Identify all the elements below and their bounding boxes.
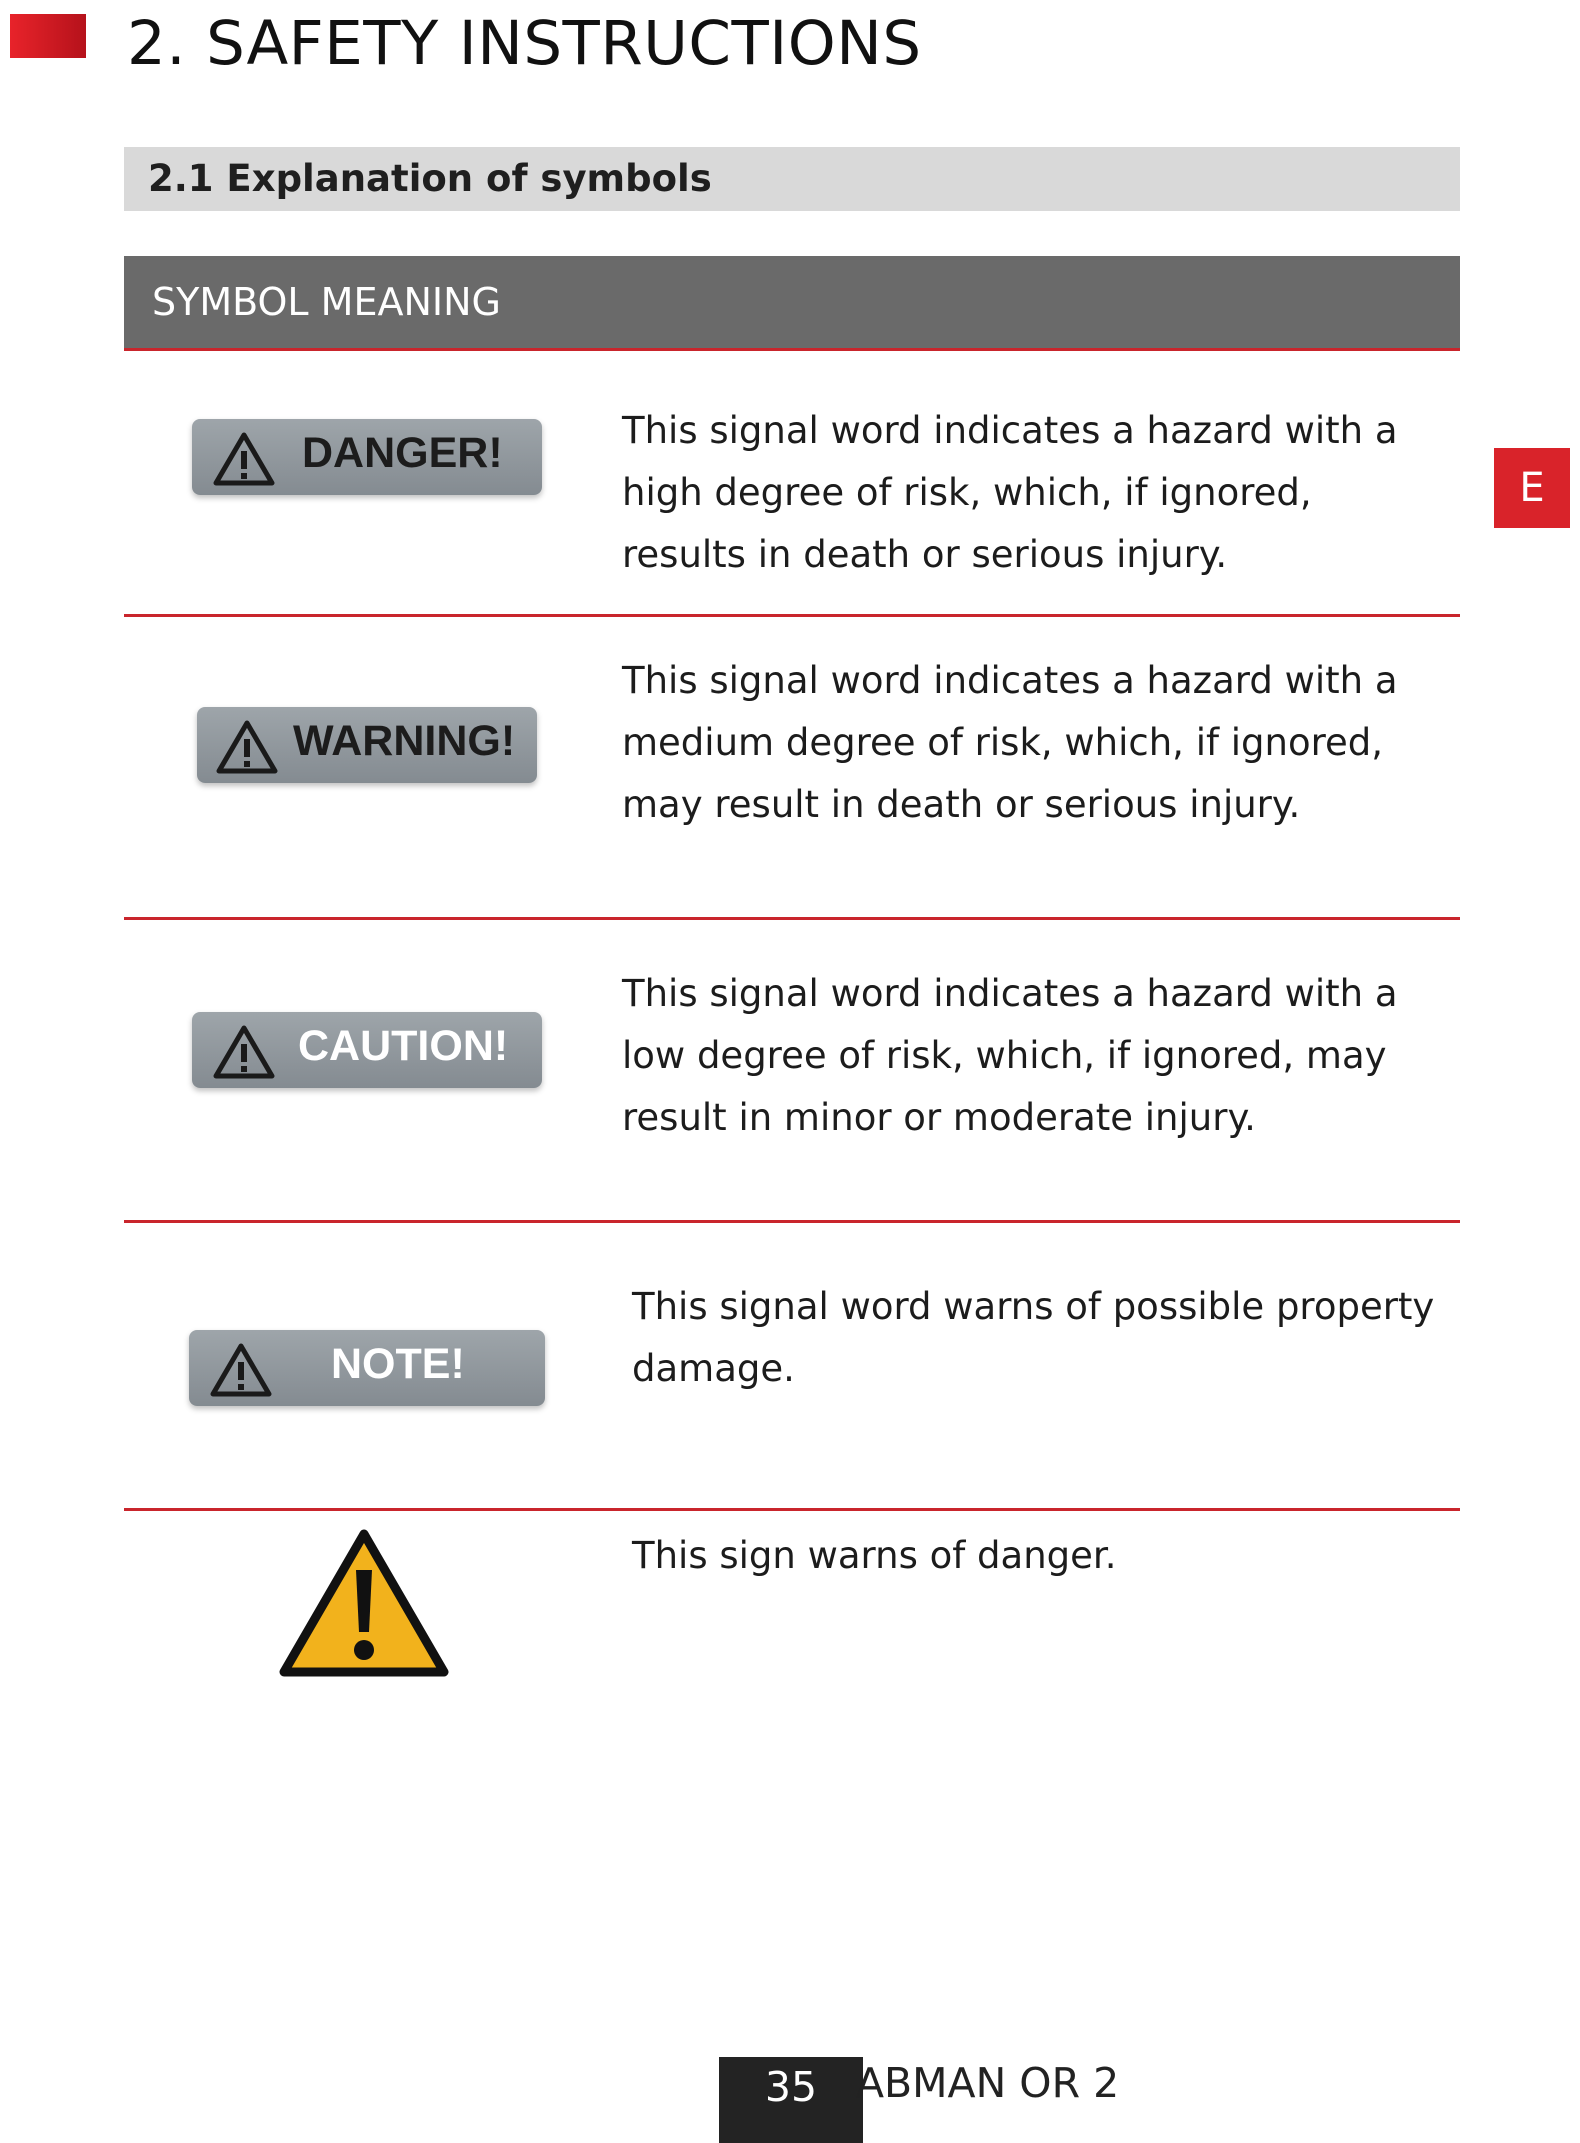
row-divider [124,917,1460,920]
warning-triangle-icon [212,1024,276,1080]
section-heading-bar [124,147,1460,211]
warning-triangle-icon [212,431,276,487]
row-divider [124,614,1460,617]
table-header-label: SYMBOL MEANING [152,280,501,324]
page-title: 2. SAFETY INSTRUCTIONS [127,8,922,79]
caution-label: CAUTION! [298,1022,509,1070]
corner-color-mark [10,14,86,58]
warning-badge [197,707,537,783]
general-warning-description: This sign warns of danger. [632,1534,1117,1577]
warning-description: This signal word indicates a hazard with a medium degree of risk, which, if ignored, may result in death or serious injury. [622,659,1398,826]
danger-label: DANGER! [302,429,503,477]
caution-description: This signal word indicates a hazard with a low degree of risk, which, if ignored, may result in minor or moderate injury. [622,972,1398,1139]
warning-triangle-icon [215,719,279,775]
yellow-warning-triangle-icon [278,1528,450,1678]
language-tab[interactable]: E [1494,448,1570,528]
warning-label: WARNING! [293,717,516,765]
note-description: This signal word warns of possible property damage. [632,1285,1435,1390]
note-badge [189,1330,545,1406]
danger-description: This signal word indicates a hazard with a high degree of risk, which, if ignored, results in death or serious injury. [622,409,1398,576]
section-title: 2.1 Explanation of symbols [148,157,712,200]
page-number: 35 [719,2057,863,2143]
table-header [124,256,1460,351]
note-label: NOTE! [331,1340,465,1388]
row-divider [124,1508,1460,1511]
danger-badge [192,419,542,495]
row-divider [124,1220,1460,1223]
warning-triangle-icon [209,1342,273,1398]
caution-badge [192,1012,542,1088]
footer-document-name: ABMAN OR 2 [856,2059,1120,2107]
